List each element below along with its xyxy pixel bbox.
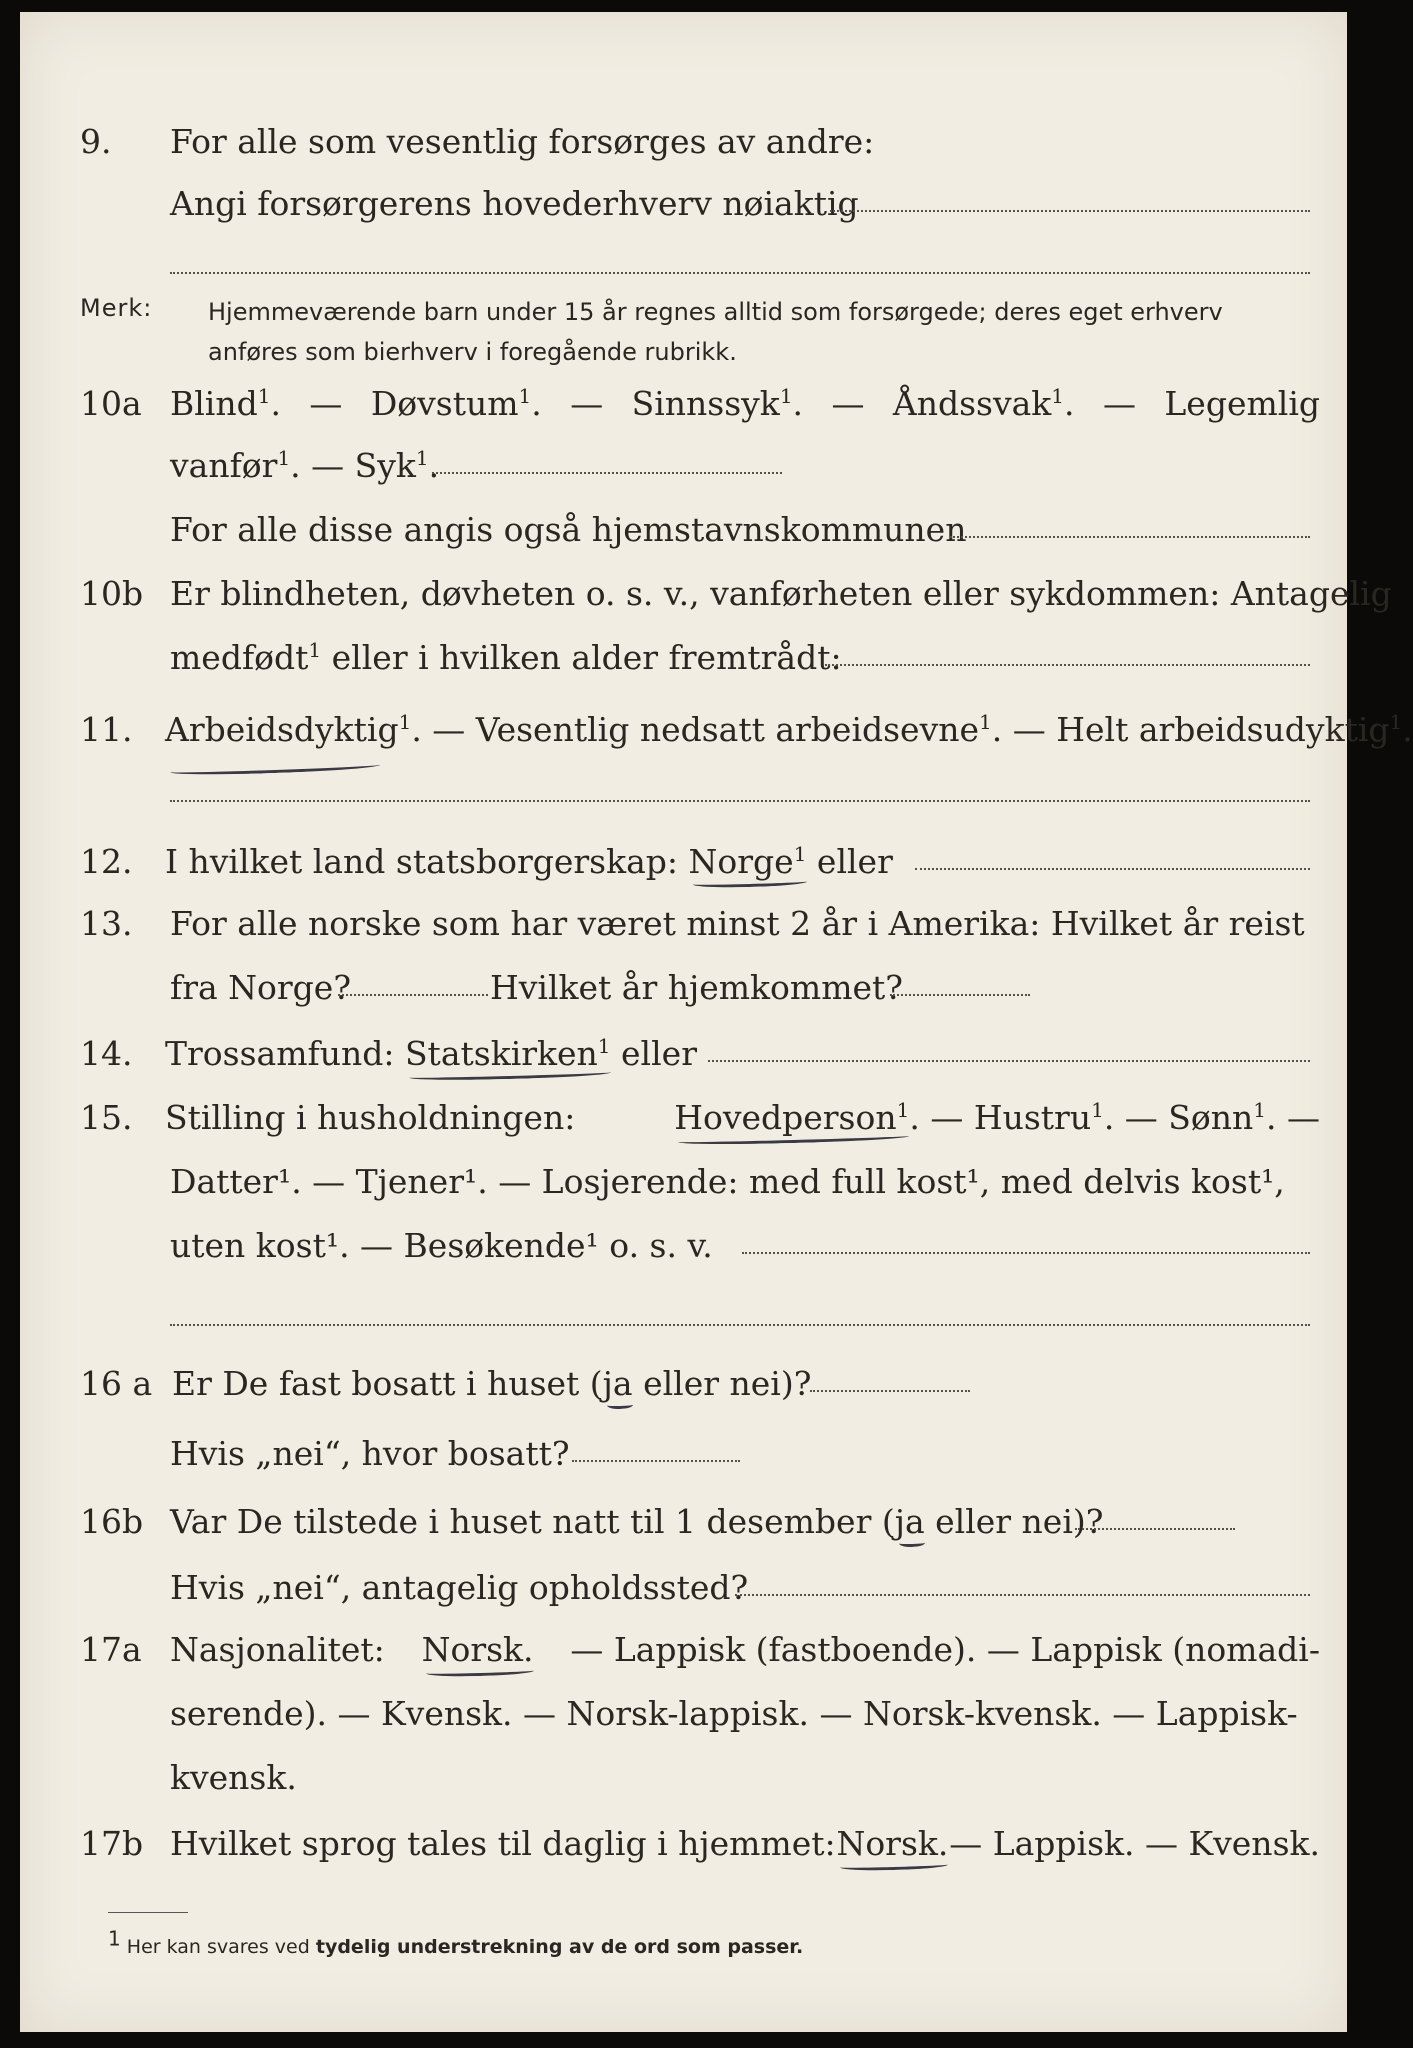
q11-number: 11. [80,710,133,749]
q10a-syk-answer-line[interactable] [432,472,782,474]
q16b-answer-line[interactable] [1075,1528,1235,1530]
merk-line1: Hjemmeværende barn under 15 år regnes alltid som forsørgede; deres eget erhverv [208,298,1223,326]
q15-line1: Stilling i husholdningen: Hovedperson$^1$. — Hustru$^1$. — Sønn$^1$. — [165,1098,1320,1137]
q16b-ja-underlined: ja [894,1502,925,1541]
q13-hjemkommet-answer-line[interactable] [890,994,1030,996]
q16b-line2: Hvis „nei“, antagelig opholdssted? [170,1568,749,1607]
q9-line2 [170,184,859,224]
q15-answer-line[interactable] [742,1252,1310,1254]
q11-line1: Arbeidsdyktig$^1$. — Vesentlig nedsatt arbeidsevne$^1$. — Helt arbeidsudyktig$^1$. [165,710,1413,749]
q12-number: 12. [80,842,133,881]
merk-line2: anføres som bierhverv i foregående rubrikk. [208,338,737,366]
q13-number: 13. [80,904,133,943]
q16a-ja-underlined: ja [602,1364,633,1403]
q13-line2-right: Hvilket år hjemkommet? [490,968,903,1007]
q13-line1: For alle norske som har været minst 2 år i Amerika: Hvilket år reist [170,904,1305,943]
q10a-blind: Blind$^1$. [170,384,281,423]
q15-line2: Datter¹. — Tjener¹. — Losjerende: med full kost¹, med delvis kost¹, [170,1162,1285,1201]
q9-number: 9. [80,122,112,161]
q10a-dovstum: Døvstum$^1$. [370,384,542,423]
q10a-dash3: — [831,384,865,423]
q14-number: 14. [80,1034,133,1073]
q10a-dash4: — [1102,384,1136,423]
q16b-number: 16b [80,1502,144,1541]
q10a-kommune-answer-line[interactable] [950,536,1310,538]
q15-hovedperson-underlined: Hovedperson$^1$ [674,1098,910,1137]
q9-answer-line[interactable] [830,210,1310,212]
q14-answer-line[interactable] [708,1060,1310,1062]
merk-label: Merk: [80,294,153,322]
q15-line3: uten kost¹. — Besøkende¹ o. s. v. [170,1226,713,1265]
footnote-rule [108,1912,188,1913]
q16b-line1: Var De tilstede i huset natt til 1 desember (ja eller nei)? [170,1502,1104,1541]
q17b-norsk-underlined: Norsk. [836,1824,949,1863]
q16a-answer-line[interactable] [810,1390,970,1392]
q10b-number: 10b [80,574,144,613]
q10a-sinnssyk: Sinnssyk$^1$. [631,384,804,423]
q10b-line2: medfødt$^1$ eller i hvilken alder fremtrådt: [170,638,842,677]
q10a-legemlig: Legemlig [1164,384,1320,423]
q17a-norsk-underlined: Norsk. [421,1630,534,1669]
q16a-line1: Er De fast bosatt i huset (ja eller nei)? [172,1364,812,1403]
q10a-line2: vanfør$^1$. — Syk$^1$. [170,446,440,485]
q16b-opholdssted-answer-line[interactable] [735,1594,1310,1596]
q17a-number: 17a [80,1630,142,1669]
q11-underline-mark [170,760,380,776]
q10a-number: 10a [80,384,142,423]
q10a-andssvak: Åndssvak$^1$. [892,384,1075,423]
q17b-number: 17b [80,1824,144,1863]
q13-line2-left: fra Norge? [170,968,352,1007]
q17a-line2: serende). — Kvensk. — Norsk-lappisk. — Norsk-kvensk. — Lappisk- [170,1694,1298,1733]
q12-answer-line[interactable] [915,868,1310,870]
q12-norge-underlined: Norge$^1$ [688,842,807,881]
q10a-dash2: — [570,384,604,423]
q10a-line1 [170,384,1320,424]
q16a-number: 16 a [80,1364,153,1403]
q17b-line1: Hvilket sprog tales til daglig i hjemmet: Norsk. — Lappisk. — Kvensk. [170,1824,1320,1863]
q14-line1: Trossamfund: Statskirken$^1$ eller [165,1034,697,1073]
q9-answer-line-2[interactable] [170,272,1310,274]
q11-answer-line[interactable] [170,800,1310,802]
q14-statskirken-underlined: Statskirken$^1$ [404,1034,611,1073]
q17a-line3: kvensk. [170,1758,297,1797]
q10b-answer-line[interactable] [825,664,1310,666]
q9-line2-text: Angi forsørgerens hovederhverv nøiaktig [170,184,859,223]
q12-line1: I hvilket land statsborgerskap: Norge$^1$ eller [165,842,893,881]
q16a-line2: Hvis „nei“, hvor bosatt? [170,1434,570,1473]
q9-line1: For alle som vesentlig forsørges av andre: [170,122,875,161]
q17a-line1: Nasjonalitet: Norsk. — Lappisk (fastboende). — Lappisk (nomadi- [170,1630,1320,1669]
q15-number: 15. [80,1098,133,1137]
footnote: 1 Her kan svares ved tydelig understrekning av de ord som passer. [108,1926,804,1958]
merk-text [208,292,1320,372]
q10a-dash1: — [309,384,343,423]
form-page [20,12,1413,2032]
q10b-line1: Er blindheten, døvheten o. s. v., vanførheten eller sykdommen: Antagelig [170,574,1392,613]
q15-answer-line-2[interactable] [170,1324,1310,1326]
q13-reist-answer-line[interactable] [338,994,488,996]
q10a-line3: For alle disse angis også hjemstavnskommunen [170,510,967,549]
q16a-bosatt-answer-line[interactable] [572,1460,740,1462]
